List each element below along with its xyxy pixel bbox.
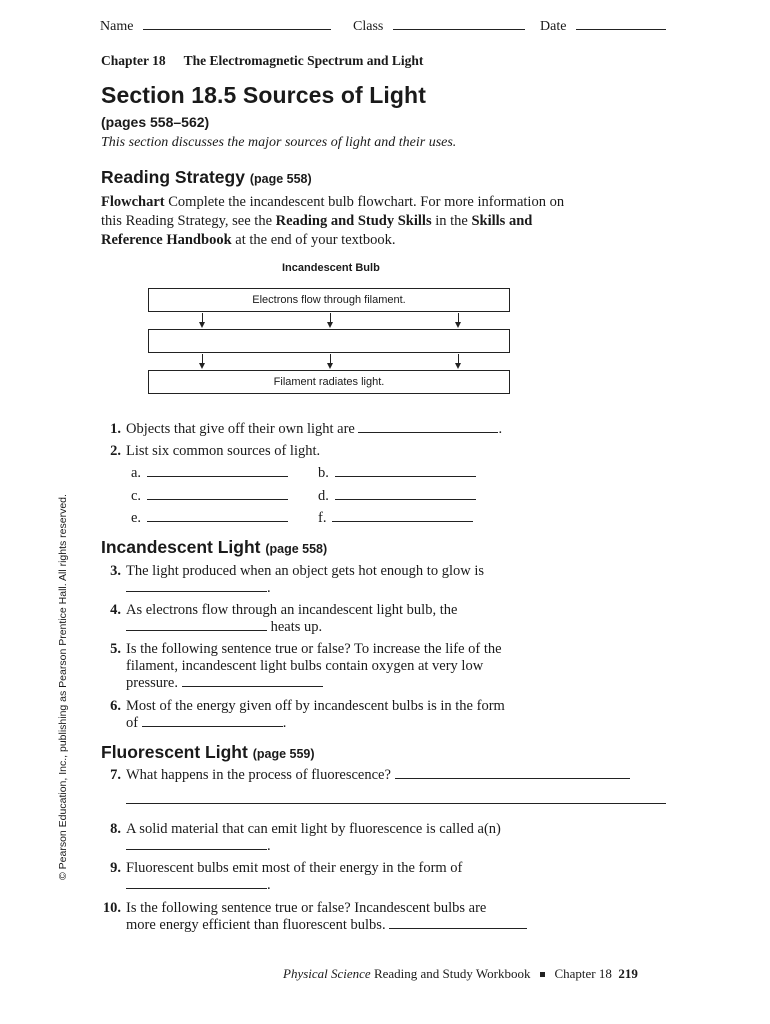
question-10 (101, 900, 701, 936)
list-item-f (318, 510, 473, 527)
class-field[interactable] (353, 19, 525, 35)
copyright-notice: © Pearson Education, Inc., publishing as Pearson Prentice Hall. All rights reserved. (57, 494, 69, 880)
reading-strategy-heading (101, 167, 312, 188)
answer-blank[interactable] (126, 887, 267, 889)
fluorescent-heading (101, 742, 315, 763)
paragraph-text-3: at the end of your textbook. (231, 232, 396, 248)
answer-blank[interactable] (358, 431, 498, 433)
question-text: filament, incandescent light bulbs contain oxygen at very low (126, 658, 484, 674)
incandescent-page: (page 558) (265, 542, 328, 556)
list-item-d (318, 488, 476, 505)
chapter-number: Chapter 18 (101, 53, 166, 68)
question-number: 1. (110, 421, 121, 437)
date-blank[interactable] (576, 28, 666, 30)
reading-strategy-paragraph (101, 193, 581, 250)
question-end: . (267, 838, 271, 854)
question-end: . (282, 715, 287, 731)
question-text: more energy efficient than fluorescent bulbs. (126, 917, 386, 933)
date-label: Date (540, 19, 567, 34)
question-end: heats up. (270, 619, 323, 635)
answer-blank[interactable] (389, 927, 527, 929)
list-item-c (131, 488, 288, 505)
question-number: 6. (110, 698, 121, 714)
chapter-heading (101, 53, 423, 69)
incandescent-title: Incandescent Light (101, 537, 261, 557)
item-letter: f. (318, 510, 327, 526)
incandescent-heading (101, 537, 327, 558)
answer-blank[interactable] (126, 848, 267, 850)
question-5 (101, 641, 701, 695)
question-text: What happens in the process of fluorescence? (126, 767, 391, 783)
footer-book-title: Physical Science (283, 966, 371, 981)
section-title: Section 18.5 Sources of Light (101, 82, 426, 108)
fluorescent-title: Fluorescent Light (101, 742, 248, 762)
class-label: Class (353, 19, 384, 34)
page-number: 219 (618, 966, 638, 981)
question-3 (101, 563, 701, 599)
question-7 (101, 767, 701, 807)
question-end: . (267, 580, 271, 596)
name-blank[interactable] (143, 28, 331, 30)
question-text: Objects that give off their own light are (126, 421, 355, 437)
question-end: . (267, 877, 271, 893)
answer-blank[interactable] (335, 498, 476, 500)
answer-blank[interactable] (395, 777, 630, 779)
flowchart-title: Incandescent Bulb (282, 262, 380, 274)
answer-blank-continuation[interactable] (126, 803, 666, 804)
answer-blank[interactable] (332, 520, 473, 522)
item-letter: c. (131, 488, 142, 504)
flowchart-box-3: Filament radiates light. (148, 370, 510, 394)
question-text: The light produced when an object gets hot enough to glow is (126, 563, 484, 579)
reading-strategy-title: Reading Strategy (101, 167, 245, 187)
item-letter: d. (318, 488, 329, 504)
question-end: . (498, 421, 503, 437)
item-letter: b. (318, 465, 329, 481)
footer-chapter: Chapter 18 (554, 966, 612, 981)
item-letter: a. (131, 465, 142, 481)
question-6 (101, 698, 701, 734)
question-number: 2. (110, 443, 121, 459)
question-4 (101, 602, 701, 638)
question-2 (101, 443, 701, 461)
question-8 (101, 821, 701, 857)
reading-strategy-page: (page 558) (249, 172, 312, 186)
name-field[interactable] (100, 19, 331, 35)
flowchart-box-2[interactable] (148, 329, 510, 353)
paragraph-bold-1: Reading and Study Skills (275, 213, 432, 229)
answer-blank[interactable] (126, 590, 267, 592)
question-text: List six common sources of light. (126, 443, 321, 459)
footer-book-subtitle: Reading and Study Workbook (370, 966, 531, 981)
name-label: Name (100, 19, 134, 34)
question-number: 10. (102, 900, 121, 916)
bullet-icon (540, 972, 545, 977)
list-item-b (318, 465, 476, 482)
item-letter: e. (131, 510, 142, 526)
question-text: A solid material that can emit light by fluorescence is called a(n) (126, 821, 501, 837)
flowchart-box-1: Electrons flow through filament. (148, 288, 510, 312)
list-item-a (131, 465, 288, 482)
answer-blank[interactable] (182, 685, 323, 687)
question-number: 8. (110, 821, 121, 837)
fluorescent-page: (page 559) (252, 747, 315, 761)
section-description: This section discusses the major sources of light and their uses. (101, 135, 457, 150)
answer-blank[interactable] (147, 498, 288, 500)
section-pages: (pages 558–562) (101, 114, 210, 130)
question-number: 4. (110, 602, 121, 618)
question-number: 7. (110, 767, 121, 783)
question-9 (101, 860, 701, 896)
question-text: As electrons flow through an incandescent light bulb, the (126, 602, 458, 618)
answer-blank[interactable] (142, 725, 283, 727)
answer-blank[interactable] (147, 475, 288, 477)
answer-blank[interactable] (335, 475, 476, 477)
paragraph-text-1: Complete the incandescent bulb flowchart. For more information on this Reading Strategy, see the (101, 194, 565, 229)
question-text: pressure. (126, 675, 178, 691)
answer-blank[interactable] (126, 629, 267, 631)
question-text: Most of the energy given off by incandescent bulbs is in the form (126, 698, 505, 714)
question-text: of (126, 715, 139, 731)
question-text: Is the following sentence true or false? Incandescent bulbs are (126, 900, 487, 916)
question-text: Is the following sentence true or false? To increase the life of the (126, 641, 502, 657)
date-field[interactable] (540, 19, 666, 35)
chapter-title: The Electromagnetic Spectrum and Light (183, 53, 424, 68)
paragraph-text-2: in the (431, 213, 472, 229)
question-number: 9. (110, 860, 121, 876)
flowchart-lead: Flowchart (101, 194, 165, 210)
answer-blank[interactable] (147, 520, 288, 522)
question-text: Fluorescent bulbs emit most of their energy in the form of (126, 860, 463, 876)
list-item-e (131, 510, 288, 527)
question-number: 5. (110, 641, 121, 657)
paragraph-bold-2: Skills and Reference Handbook (101, 213, 533, 248)
class-blank[interactable] (393, 28, 525, 30)
question-number: 3. (110, 563, 121, 579)
page-footer (283, 966, 638, 982)
question-1 (101, 421, 701, 439)
